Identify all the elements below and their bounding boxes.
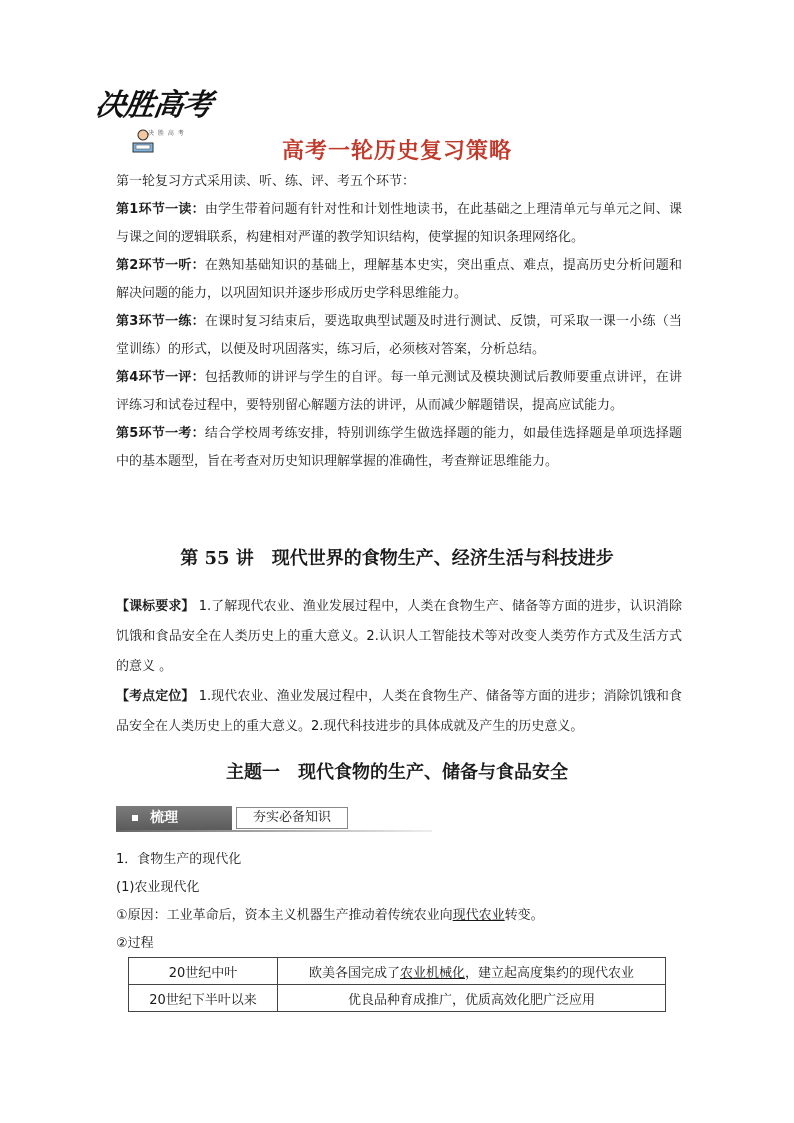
banner-box: 夯实必备知识 xyxy=(236,807,348,829)
reason-underlined: 现代农业 xyxy=(452,908,505,923)
step-text: 结合学校周考练安排，特别训练学生做选择题的能力，如最佳选择题是单项选择题中的基本题型，旨在考查对历史知识理解掌握的准确性，考查辩证思维能力。 xyxy=(116,426,682,469)
step-text: 在熟知基础知识的基础上，理解基本史实，突出重点、难点，提高历史分析问题和解决问题的能力，以巩固知识并逐步形成历史学科思维能力。 xyxy=(116,258,682,301)
process-heading: ②过程 xyxy=(116,936,154,951)
step-label: 第2环节一听： xyxy=(116,258,205,273)
exam-focus xyxy=(116,682,682,742)
step-label: 第4环节一评： xyxy=(116,370,205,385)
step-text: 包括教师的讲评与学生的自评。每一单元测试及模块测试后教师要重点讲评，在讲评练习和试卷过程中，要特别留心解题方法的讲评，从而减少解题错误，提高应试能力。 xyxy=(116,370,682,413)
table-cell-content xyxy=(278,958,666,985)
reason-prefix: ①原因：工业革命后，资本主义机器生产推动着传统农业向 xyxy=(116,908,453,923)
cell-underlined: 农业机械化 xyxy=(399,965,465,981)
curriculum-tag: 【课标要求】 xyxy=(116,599,195,614)
table-cell-content xyxy=(278,985,666,1012)
topic-title: 主题一 现代食物的生产、储备与食品安全 xyxy=(226,762,568,783)
table-row xyxy=(129,958,666,985)
exam-focus-text: 1.现代农业、渔业发展过程中，人类在食物生产、储备等方面的进步；消除饥饿和食品安全在人类历史上的重大意义。2.现代科技进步的具体成就及产生的历史意义。 xyxy=(116,689,682,734)
step-3 xyxy=(116,308,682,364)
heading-2: (1)农业现代化 xyxy=(116,880,200,895)
section-banner xyxy=(116,806,432,832)
page-title: 高考一轮历史复习策略 xyxy=(281,139,512,164)
logo-text: 决胜高考 xyxy=(93,88,214,123)
logo-subtext: 决 胜 高 考 xyxy=(148,130,185,137)
knowledge-list xyxy=(116,846,682,958)
lecture-title: 第 55 讲 现代世界的食物生产、经济生活与科技进步 xyxy=(180,548,614,569)
requirements-section xyxy=(116,592,682,742)
step-text: 由学生带着问题有针对性和计划性地读书，在此基础之上理清单元与单元之间、课与课之间的逻辑联系，构建相对严谨的教学知识结构，使掌握的知识条理网络化。 xyxy=(116,202,682,245)
step-label: 第1环节一读： xyxy=(116,202,205,217)
exam-focus-tag: 【考点定位】 xyxy=(116,689,195,704)
curriculum-requirement xyxy=(116,592,682,682)
step-4 xyxy=(116,364,682,420)
cell-text: ，建立起高度集约的现代农业 xyxy=(465,965,635,981)
banner-label xyxy=(116,806,232,830)
review-strategy xyxy=(116,168,682,476)
step-1 xyxy=(116,196,682,252)
intro-text: 第一轮复习方式采用读、听、练、评、考五个环节： xyxy=(116,174,416,189)
table-row xyxy=(129,985,666,1012)
square-bullet-icon xyxy=(132,815,138,821)
step-label: 第3环节一练： xyxy=(116,314,205,329)
process-table xyxy=(128,957,666,1012)
heading-1: 1．食物生产的现代化 xyxy=(116,852,242,867)
cell-text: 优良品种育成推广，优质高效化肥广泛应用 xyxy=(347,992,595,1008)
cell-text: 欧美各国完成了 xyxy=(308,965,400,981)
reason-suffix: 转变。 xyxy=(504,908,544,923)
step-text: 在课时复习结束后，要选取典型试题及时进行测试、反馈，可采取一课一小练（当堂训练）的形式，以便及时巩固落实，练习后，必须核对答案，分析总结。 xyxy=(116,314,682,357)
table-cell-period: 20世纪下半叶以来 xyxy=(129,985,278,1012)
reason-line xyxy=(116,902,682,930)
table-cell-period: 20世纪中叶 xyxy=(129,958,278,985)
step-5 xyxy=(116,420,682,476)
banner-dark-text: 梳理 xyxy=(150,810,178,826)
step-label: 第5环节一考： xyxy=(116,426,205,441)
banner-underline xyxy=(116,830,432,832)
curriculum-text: 1.了解现代农业、渔业发展过程中，人类在食物生产、储备等方面的进步，认识消除饥饿和食品安全在人类历史上的重大意义。2.认识人工智能技术等对改变人类劳作方式及生活方式的意义 。 xyxy=(116,599,682,674)
step-2 xyxy=(116,252,682,308)
